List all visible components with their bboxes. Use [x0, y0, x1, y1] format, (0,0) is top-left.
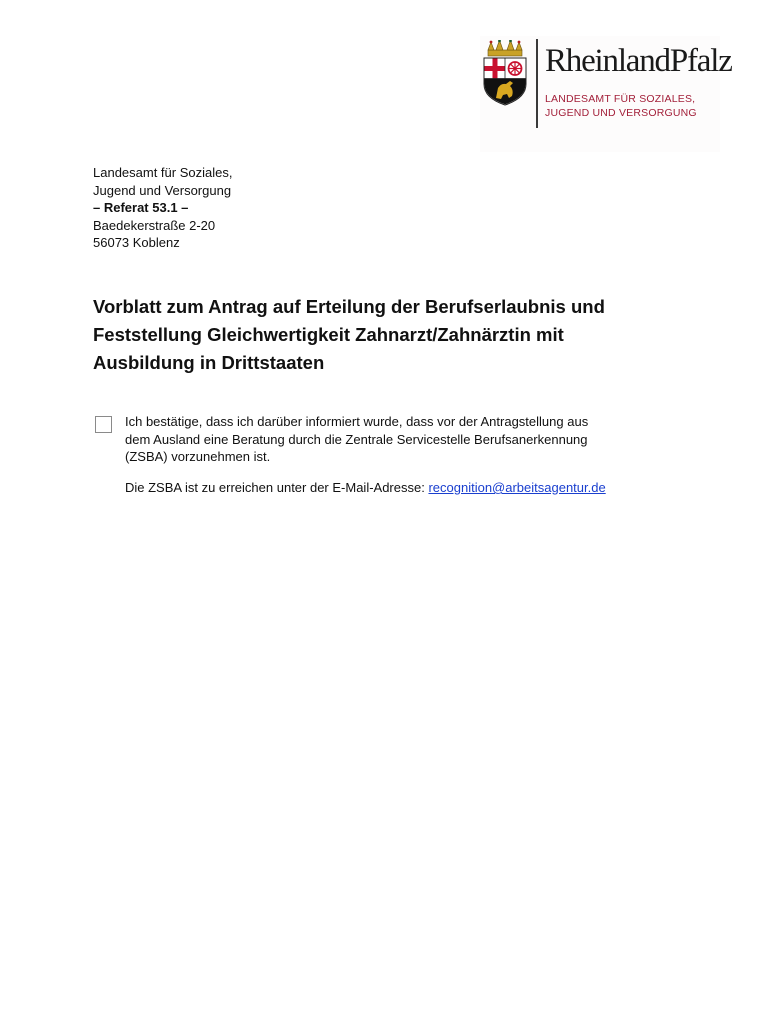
confirmation-line-1: Ich bestätige, dass ich darüber informiert wurde, dass vor der Antragstellung aus [125, 414, 589, 429]
logo-divider [536, 39, 538, 128]
logo-wordmark: RheinlandPfalz [545, 43, 732, 79]
zsba-contact [125, 479, 606, 497]
address-line-1: Landesamt für Soziales, [93, 165, 233, 180]
confirmation-text [125, 413, 588, 466]
email-link[interactable]: recognition@arbeitsagentur.de [428, 480, 606, 495]
document-title [93, 293, 713, 377]
address-street: Baedekerstraße 2-20 [93, 217, 216, 233]
recipient-address [93, 164, 232, 252]
rheinland-pfalz-logo [480, 36, 732, 152]
title-line-3: Ausbildung in Drittstaaten [93, 352, 325, 373]
address-department: – Referat 53.1 – [93, 200, 189, 215]
confirmation-line-3: (ZSBA) vorzunehmen ist. [125, 449, 271, 464]
address-line-2: Jugend und Versorgung [93, 182, 232, 198]
logo-agency-name [545, 92, 697, 120]
title-line-1: Vorblatt zum Antrag auf Erteilung der Berufserlaubnis und [93, 296, 605, 317]
confirmation-checkbox[interactable] [95, 416, 112, 433]
agency-line-1: LANDESAMT FÜR SOZIALES, [545, 93, 696, 105]
title-line-2: Feststellung Gleichwertigkeit Zahnarzt/Zahnärztin mit [93, 324, 564, 345]
coat-of-arms-icon [480, 40, 530, 106]
address-city: 56073 Koblenz [93, 235, 180, 250]
agency-line-2: JUGEND UND VERSORGUNG [545, 107, 697, 119]
contact-text: Die ZSBA ist zu erreichen unter der E-Mail-Adresse: [125, 480, 429, 495]
confirmation-line-2: dem Ausland eine Beratung durch die Zentrale Servicestelle Berufsanerkennung [125, 431, 588, 447]
